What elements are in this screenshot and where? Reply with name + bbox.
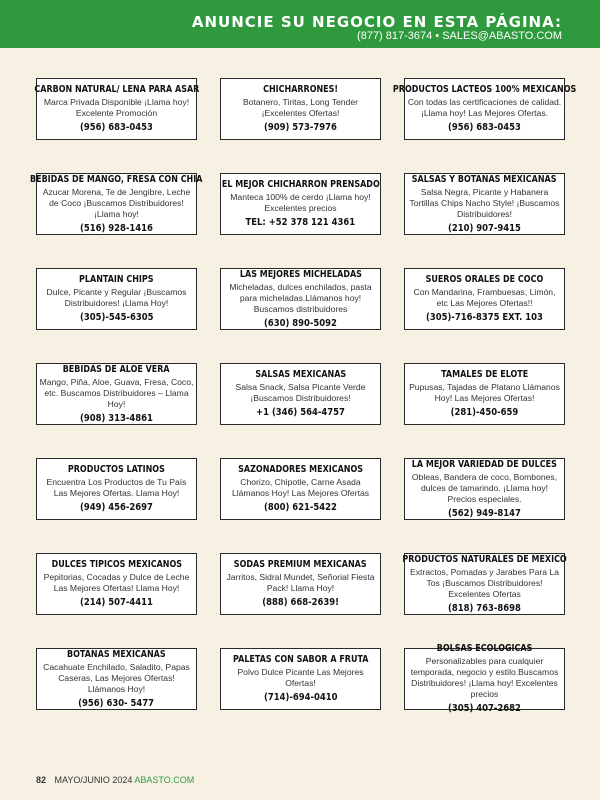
ad-box [220,648,381,710]
ad-description: Cacahuate Enchilado, Saladito, Papas Caseras, Las Mejores Ofertas! Llámanos Hoy! [43,661,190,694]
issue-date: MAYO/JUNIO 2024 [54,775,133,785]
ad-box [220,268,381,330]
ad-grid [30,78,577,714]
ad-title: EL MEJOR CHICHARRON PRENSADO [221,179,380,190]
header-banner [0,0,600,48]
ad-title: PALETAS CON SABOR A FRUTA [232,654,369,665]
ad-phone: (956) 630- 5477 [78,697,155,709]
ad-box [220,363,381,425]
ad-phone: (562) 949-8147 [448,507,521,519]
ad-title: SAZONADORES MEXICANOS [238,464,363,475]
ad-box [404,458,565,520]
ad-box [36,268,197,330]
ad-box [30,173,203,235]
ad-description: Personalizables para cualquier temporada, negocio y estilo.Buscamos Distribuidores! ¡Llama hoy! Excelentes precios [410,656,559,699]
ad-description: Salsa Snack, Salsa Picante Verde ¡Buscamos Distribuidores! [235,382,366,403]
ad-phone: (908) 313-4861 [80,412,153,424]
ad-description: Con Mandarina, Frambuesas, Limón, etc Las Mejores Ofertas!! [413,287,556,308]
ad-box [404,268,565,330]
ad-phone: (516) 928-1416 [80,222,153,234]
ad-description: Con todas las certificaciones de calidad. ¡Llama hoy! Las Mejores Ofertas. [407,97,562,118]
page-number: 82 [36,775,47,785]
ad-title: DULCES TIPICOS MEXICANOS [51,559,182,570]
ad-title: BOLSAS ECOLOGICAS [436,643,533,654]
ad-description: Jarritos, Sidral Mundet, Señorial Fiesta Pack! Llama Hoy! [226,572,375,593]
ad-title: PRODUCTOS LATINOS [68,464,165,475]
banner-contact: (877) 817-3674 • SALES@ABASTO.COM [357,30,562,42]
ad-box [404,173,565,235]
ad-title: CHICHARRONES! [263,84,338,95]
ad-title: PRODUCTOS NATURALES DE MEXICO [402,553,567,565]
ad-title: LA MEJOR VARIEDAD DE DULCES [411,458,558,470]
site-link[interactable]: ABASTO.COM [134,775,195,785]
ad-box [220,173,381,235]
ad-phone: (305) 407-2682 [448,703,521,714]
page-footer [36,775,194,785]
ad-box [220,78,381,140]
ad-box [404,553,565,615]
ad-title: SUEROS ORALES DE COCO [425,274,544,285]
ad-box [36,363,197,425]
ad-phone: (888) 668-2639! [262,597,339,608]
ad-phone: (714)-694-0410 [263,692,338,703]
ad-phone: (800) 621-5422 [264,502,337,513]
ad-phone: (956) 683-0453 [80,122,153,133]
ad-title: LAS MEJORES MICHELADAS [239,268,362,280]
ad-phone: (210) 907-9415 [448,222,521,234]
ad-description: Manteca 100% de cerdo ¡Llama hoy! Excelentes precios [230,192,371,213]
ad-description: Botanero, Tiritas, Long Tender ¡Excelentes Ofertas! [243,97,358,118]
ad-description: Polvo Dulce Picante Las Mejores Ofertas! [237,667,364,688]
ad-title: SALSAS MEXICANAS [255,369,346,380]
ad-phone: (630) 890-5092 [264,317,337,329]
ad-description: Pepitorias, Cocadas y Dulce de Leche Las Mejores Ofertas! Llama Hoy! [43,572,190,593]
ad-description: Pupusas, Tajadas de Platano Llámanos Hoy! Las Mejores Ofertas! [409,382,560,403]
ad-phone: (214) 507-4411 [80,597,153,608]
ad-box [36,553,197,615]
ad-box [404,643,565,714]
ad-title: BEBIDAS DE MANGO, FRESA CON CHIA [30,173,203,185]
ad-title: PRODUCTOS LACTEOS 100% MEXICANOS [392,84,577,95]
ad-title: CARBON NATURAL/ LEÑA PARA ASAR [34,84,199,95]
ad-description: Azucar Morena, Te de Jengibre, Leche de Coco ¡Buscamos Distribuidores! ¡Llama hoy! [42,186,191,219]
ad-phone: (281)-450-659 [450,407,519,418]
ad-box [36,78,197,140]
ad-description: Encuentra Los Productos de Tu País Las Mejores Ofertas. Llama Hoy! [46,477,187,498]
ad-description: Mango, Piña, Aloe, Guava, Fresa, Coco, etc. Buscamos Distribuidores – Llama Hoy! [39,376,194,409]
ad-box [36,648,197,710]
ad-description: Extractos, Pomadas y Jarabes Para La Tos ¡Buscamos Distribuidores! Excelentes Ofertas [409,566,560,599]
ad-description: Chorizo, Chipotle, Carne Asada Llámanos Hoy! Las Mejores Ofertas [231,477,370,498]
banner-title: ANUNCIE SU NEGOCIO EN ESTA PÁGINA: [191,13,562,31]
ad-phone: (305)-545-6305 [79,312,154,323]
ad-title: SALSAS Y BOTANAS MEXICANAS [412,173,557,185]
ad-phone: (909) 573-7976 [264,122,337,133]
ad-title: BOTANAS MEXICANAS [67,648,166,660]
ad-title: BEBIDAS DE ALOE VERA [63,363,170,375]
ad-phone: (949) 456-2697 [80,502,153,513]
ad-phone: (956) 683-0453 [448,122,521,133]
ad-title: TAMALES DE ELOTE [440,369,529,380]
ad-description: Obleas, Bandera de coco, Bombones, dulces de tamarindo. ¡Llama hoy! Precios especiales. [411,471,558,504]
ad-phone: (818) 763-8698 [448,602,521,614]
ad-box [220,553,381,615]
ad-phone: +1 (346) 564-4757 [256,407,345,418]
ad-description: Dulce, Picante y Regular ¡Buscamos Distribuidores! ¡Llama Hoy! [46,287,187,308]
ad-box [220,458,381,520]
ad-box [404,363,565,425]
ad-description: Micheladas, dulces enchilados, pasta para micheladas.Llámanos hoy! Buscamos distribuidores [229,281,372,314]
ad-box [36,458,197,520]
ad-title: PLANTAIN CHIPS [79,274,154,285]
ad-description: Salsa Negra, Picante y Habanera Tortillas Chips Nacho Style! ¡Buscamos Distribuidores! [409,186,560,219]
ad-title: SODAS PREMIUM MEXICANAS [234,559,367,570]
ad-phone: (305)-716-8375 EXT. 103 [426,312,543,323]
ad-box [392,78,577,140]
ad-phone: TEL: +52 378 121 4361 [245,217,356,228]
ad-description: Marca Privada Disponible ¡Llama hoy! Excelente Promoción [43,97,190,118]
